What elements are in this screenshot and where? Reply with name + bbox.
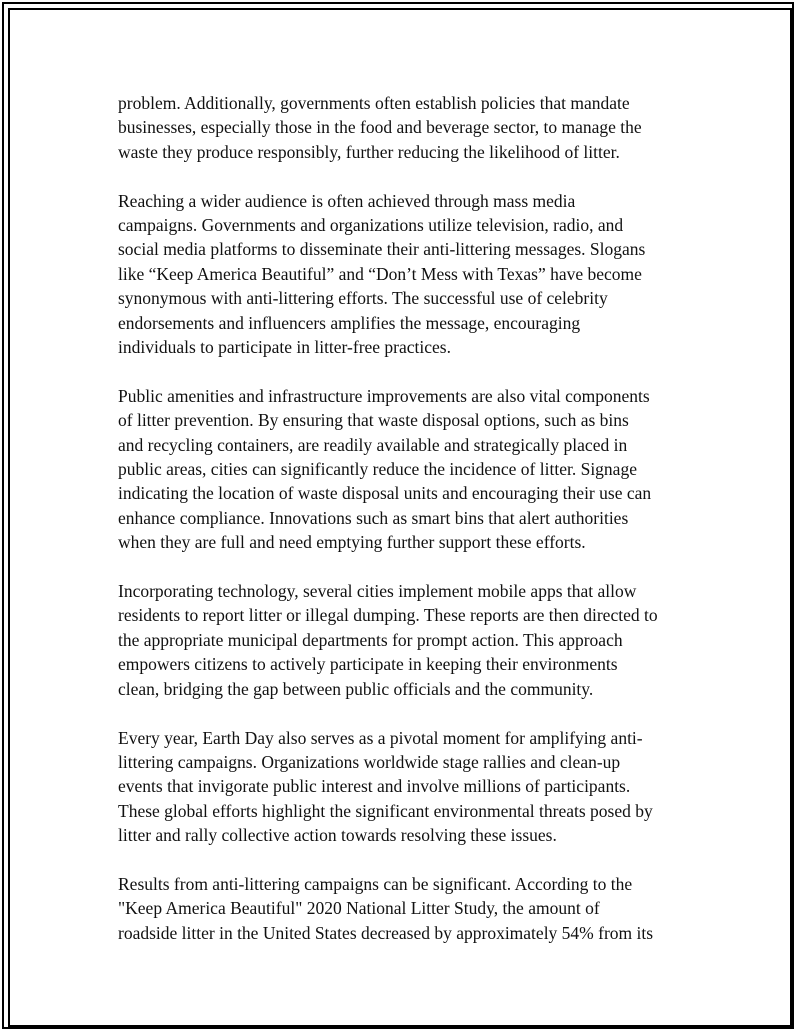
text-line: "Keep America Beautiful" 2020 National Litter Study, the amount of: [118, 898, 600, 919]
text-line: waste they produce responsibly, further reducing the likelihood of litter.: [118, 141, 620, 162]
text-line: businesses, especially those in the food and beverage sector, to manage the: [118, 117, 642, 138]
text-line: campaigns. Governments and organizations utilize television, radio, and: [118, 215, 624, 236]
paragraph: [118, 579, 698, 701]
text-line: Every year, Earth Day also serves as a pivotal moment for amplifying anti-: [118, 727, 643, 748]
text-line: Reaching a wider audience is often achieved through mass media: [118, 190, 576, 211]
text-line: of litter prevention. By ensuring that waste disposal options, such as bins: [118, 410, 629, 431]
text-line: Public amenities and infrastructure improvements are also vital components: [118, 385, 650, 406]
text-line: endorsements and influencers amplifies the message, encouraging: [118, 312, 581, 333]
text-line: enhance compliance. Innovations such as smart bins that alert authorities: [118, 507, 629, 528]
text-line: social media platforms to disseminate their anti-littering messages. Slogans: [118, 239, 646, 260]
text-line: individuals to participate in litter-free practices.: [118, 337, 451, 358]
text-line: litter and rally collective action towards resolving these issues.: [118, 825, 557, 846]
paragraph: [118, 189, 698, 360]
paragraph: [118, 384, 698, 555]
text-line: problem. Additionally, governments often establish policies that mandate: [118, 93, 630, 113]
text-line: Incorporating technology, several cities implement mobile apps that allow: [118, 581, 637, 602]
text-line: roadside litter in the United States decreased by approximately 54% from its: [118, 922, 654, 943]
text-line: the appropriate municipal departments for prompt action. This approach: [118, 629, 623, 650]
paragraph: [118, 872, 698, 945]
paragraph: [118, 91, 698, 164]
text-line: Results from anti-littering campaigns can be significant. According to the: [118, 873, 633, 894]
text-line: events that invigorate public interest and involve millions of participants.: [118, 776, 631, 797]
text-line: empowers citizens to actively participate in keeping their environments: [118, 654, 618, 675]
paragraph: [118, 726, 698, 848]
text-line: indicating the location of waste disposal units and encouraging their use can: [118, 483, 652, 504]
text-line: littering campaigns. Organizations worldwide stage rallies and clean-up: [118, 751, 621, 772]
text-line: clean, bridging the gap between public officials and the community.: [118, 678, 594, 699]
text-line: residents to report litter or illegal dumping. These reports are then directed to: [118, 605, 658, 626]
text-line: public areas, cities can significantly reduce the incidence of litter. Signage: [118, 459, 637, 480]
text-line: like “Keep America Beautiful” and “Don’t Mess with Texas” have become: [118, 263, 642, 284]
text-line: and recycling containers, are readily available and strategically placed in: [118, 434, 628, 455]
text-line: when they are full and need emptying further support these efforts.: [118, 532, 586, 553]
text-line: These global efforts highlight the significant environmental threats posed by: [118, 800, 653, 821]
document-body: [118, 91, 698, 970]
text-line: synonymous with anti-littering efforts. The successful use of celebrity: [118, 288, 608, 309]
